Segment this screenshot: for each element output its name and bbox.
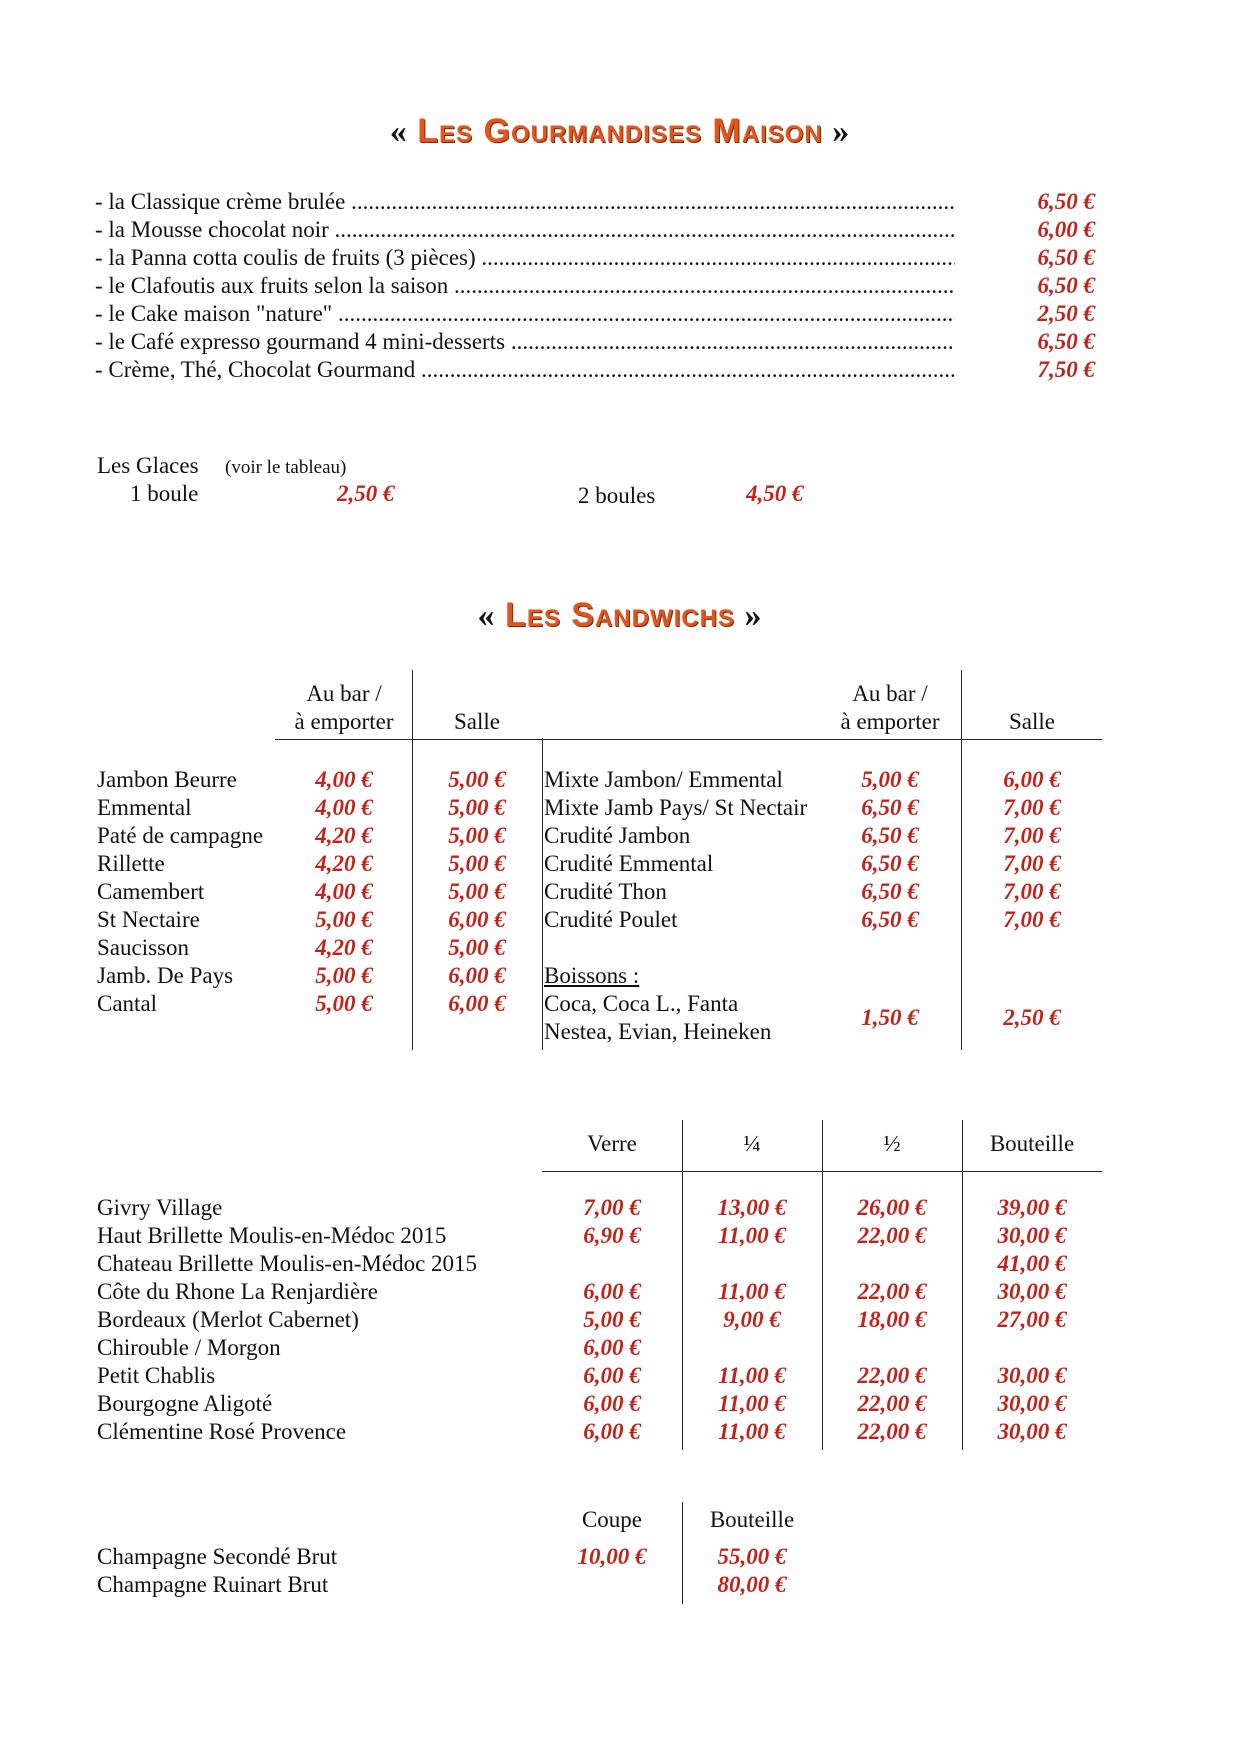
glaces-label: Les Glaces	[97, 453, 199, 478]
sandwich-header-salle: Salle	[454, 709, 500, 734]
dessert-label: - la Panna cotta coulis de fruits (3 pièces) .....	[95, 244, 955, 272]
sandwich-bar-price: 6,50 €	[861, 795, 919, 820]
sandwich-left-names	[97, 766, 263, 1018]
wine-name: Petit Chablis	[97, 1363, 216, 1388]
sandwichs-title-text: Les Sandwichs	[505, 596, 735, 634]
dessert-price: 6,50 €	[1037, 273, 1095, 298]
wine-quart-price	[682, 1250, 822, 1278]
sandwich-bar-price: 6,50 €	[861, 851, 919, 876]
wine-quart-price: 13,00 €	[717, 1195, 787, 1220]
dessert-label: - la Classique crème brulée .....	[95, 188, 955, 216]
sandwich-header-salle-right: Salle	[1009, 709, 1055, 734]
dessert-label: - le Café expresso gourmand 4 mini-desserts .....	[95, 328, 955, 356]
sandwich-salle-price: 7,00 €	[1003, 879, 1061, 904]
sandwich-bar-price: 6,50 €	[861, 879, 919, 904]
champagne-names	[97, 1543, 337, 1599]
sandwichs-title: « Les Sandwichs »	[477, 596, 763, 634]
dessert-item	[95, 244, 1095, 272]
wine-demi-prices	[822, 1194, 962, 1446]
sandwich-left-salle-prices	[413, 766, 541, 1018]
dessert-price: 7,50 €	[1037, 357, 1095, 382]
wine-quart-price: 11,00 €	[718, 1363, 786, 1388]
dessert-item	[95, 216, 1095, 244]
champagne-coupe-price	[542, 1571, 682, 1599]
champagne-coupe-price: 10,00 €	[577, 1544, 647, 1569]
sandwich-salle-price: 5,00 €	[448, 879, 506, 904]
champagne-name: Champagne Secondé Brut	[97, 1544, 338, 1569]
wine-verre-price: 7,00 €	[583, 1195, 641, 1220]
dessert-item	[95, 188, 1095, 216]
dessert-price: 6,50 €	[1037, 245, 1095, 270]
divider	[542, 1171, 1102, 1172]
sandwich-header-bar: Au bar / à emporter	[294, 681, 394, 734]
wine-name: Bordeaux (Merlot Cabernet)	[97, 1307, 359, 1332]
wine-name: Haut Brillette Moulis-en-Médoc 2015	[97, 1223, 447, 1248]
sandwich-bar-price: 6,50 €	[861, 907, 919, 932]
wine-bouteille-price: 39,00 €	[997, 1195, 1067, 1220]
dessert-item	[95, 356, 1095, 384]
wine-demi-price: 22,00 €	[857, 1363, 927, 1388]
wine-demi-price	[822, 1334, 962, 1362]
champagne-bouteille-price: 80,00 €	[717, 1572, 787, 1597]
sandwich-name: Paté de campagne	[97, 823, 264, 848]
sandwich-header-bar-right: Au bar / à emporter	[840, 681, 940, 734]
dessert-price: 6,50 €	[1037, 329, 1095, 354]
dessert-label: - Crème, Thé, Chocolat Gourmand .....	[95, 356, 955, 384]
wine-demi-price: 22,00 €	[857, 1391, 927, 1416]
wine-bouteille-price: 30,00 €	[997, 1363, 1067, 1388]
wine-verre-price	[542, 1250, 682, 1278]
boissons-line2: Nestea, Evian, Heineken	[544, 1019, 772, 1044]
wine-name: Bourgogne Aligoté	[97, 1391, 273, 1416]
sandwich-salle-price: 7,00 €	[1003, 851, 1061, 876]
sandwich-right-names	[544, 766, 819, 934]
wine-verre-price: 6,90 €	[583, 1223, 641, 1248]
wine-quart-price: 11,00 €	[718, 1391, 786, 1416]
sandwich-bar-price: 5,00 €	[315, 991, 373, 1016]
boissons-salle-price: 2,50 €	[1003, 1005, 1061, 1030]
sandwich-salle-price: 6,00 €	[1003, 767, 1061, 792]
glaces-two-label: 2 boules	[578, 483, 656, 508]
wine-verre-prices	[542, 1194, 682, 1446]
wine-verre-price: 6,00 €	[583, 1363, 641, 1388]
sandwich-salle-price: 5,00 €	[448, 795, 506, 820]
desserts-title: « Les Gourmandises Maison »	[389, 112, 851, 150]
dessert-label: - le Cake maison "nature" .....	[95, 300, 955, 328]
sandwich-salle-price: 5,00 €	[448, 767, 506, 792]
wine-verre-price: 6,00 €	[583, 1391, 641, 1416]
boissons-label: Boissons :	[544, 963, 640, 988]
glaces-one-label: 1 boule	[130, 481, 199, 506]
wine-verre-price: 6,00 €	[583, 1335, 641, 1360]
wine-demi-price: 22,00 €	[857, 1223, 927, 1248]
sandwich-name: Jamb. De Pays	[97, 963, 234, 988]
wine-demi-price: 22,00 €	[857, 1279, 927, 1304]
wine-bouteille-price: 30,00 €	[997, 1419, 1067, 1444]
dessert-price: 2,50 €	[1037, 301, 1095, 326]
glaces-note: (voir le tableau)	[225, 457, 347, 478]
wine-verre-price: 6,00 €	[583, 1279, 641, 1304]
sandwich-name: Crudité Poulet	[544, 907, 678, 932]
wine-bouteille-price: 30,00 €	[997, 1223, 1067, 1248]
champagne-header-bouteille: Bouteille	[709, 1507, 795, 1532]
wine-quart-price: 9,00 €	[723, 1307, 781, 1332]
sandwich-bar-price: 5,00 €	[315, 907, 373, 932]
champagne-header-coupe: Coupe	[581, 1507, 643, 1532]
glaces-one-price: 2,50 €	[337, 481, 395, 506]
wine-bouteille-price	[962, 1334, 1102, 1362]
sandwich-name: Emmental	[97, 795, 192, 820]
wine-names	[97, 1194, 477, 1446]
wine-quart-price: 11,00 €	[718, 1419, 786, 1444]
wine-header-quart: ¼	[743, 1131, 761, 1156]
wine-bouteille-price: 30,00 €	[997, 1279, 1067, 1304]
wine-bouteille-price: 30,00 €	[997, 1391, 1067, 1416]
wine-bouteille-price: 27,00 €	[997, 1307, 1067, 1332]
wine-verre-price: 6,00 €	[583, 1419, 641, 1444]
sandwich-salle-price: 7,00 €	[1003, 795, 1061, 820]
wine-demi-price: 26,00 €	[857, 1195, 927, 1220]
sandwich-bar-price: 4,20 €	[315, 851, 373, 876]
glaces-two-price: 4,50 €	[746, 481, 804, 506]
sandwich-name: Crudité Thon	[544, 879, 667, 904]
sandwich-name: Mixte Jambon/ Emmental	[544, 767, 783, 792]
boissons-line1: Coca, Coca L., Fanta	[544, 991, 739, 1016]
wine-verre-price: 5,00 €	[583, 1307, 641, 1332]
champagne-coupe-prices	[542, 1543, 682, 1599]
divider	[275, 739, 543, 740]
sandwich-salle-price: 5,00 €	[448, 935, 506, 960]
wine-demi-price: 22,00 €	[857, 1419, 927, 1444]
sandwich-name: St Nectaire	[97, 907, 200, 932]
sandwich-name: Crudité Emmental	[544, 851, 714, 876]
sandwich-name: Mixte Jamb Pays/ St Nectair	[544, 795, 808, 820]
sandwich-bar-price: 5,00 €	[315, 963, 373, 988]
sandwich-bar-price: 4,20 €	[315, 935, 373, 960]
divider	[542, 738, 543, 1050]
dessert-price: 6,50 €	[1037, 189, 1095, 214]
dessert-price: 6,00 €	[1037, 217, 1095, 242]
dessert-item	[95, 300, 1095, 328]
sandwich-bar-price: 4,00 €	[315, 879, 373, 904]
sandwich-name: Cantal	[97, 991, 158, 1016]
wine-demi-price: 18,00 €	[857, 1307, 927, 1332]
dessert-item	[95, 328, 1095, 356]
sandwich-bar-price: 4,00 €	[315, 767, 373, 792]
sandwich-bar-price: 4,20 €	[315, 823, 373, 848]
sandwich-bar-price: 4,00 €	[315, 795, 373, 820]
sandwich-name: Camembert	[97, 879, 205, 904]
divider	[542, 739, 1102, 740]
wine-bouteille-price: 41,00 €	[997, 1251, 1067, 1276]
wine-name: Chirouble / Morgon	[97, 1335, 281, 1360]
sandwich-salle-price: 7,00 €	[1003, 823, 1061, 848]
champagne-name: Champagne Ruinart Brut	[97, 1572, 329, 1597]
dessert-label: - le Clafoutis aux fruits selon la saison .....	[95, 272, 955, 300]
wine-name: Clémentine Rosé Provence	[97, 1419, 347, 1444]
sandwich-right-salle-prices	[962, 766, 1102, 934]
wine-header-bouteille: Bouteille	[989, 1131, 1075, 1156]
dessert-item	[95, 272, 1095, 300]
champagne-bouteille-price: 55,00 €	[717, 1544, 787, 1569]
wine-quart-price: 11,00 €	[718, 1279, 786, 1304]
sandwich-right-bar-prices	[820, 766, 960, 934]
wine-quart-price: 11,00 €	[718, 1223, 786, 1248]
sandwich-salle-price: 6,00 €	[448, 907, 506, 932]
desserts-title-text: Les Gourmandises Maison	[417, 112, 823, 150]
sandwich-salle-price: 7,00 €	[1003, 907, 1061, 932]
dessert-label: - la Mousse chocolat noir .....	[95, 216, 955, 244]
wine-header-verre: Verre	[587, 1131, 637, 1156]
champagne-bouteille-prices	[682, 1543, 822, 1599]
wine-bouteille-prices	[962, 1194, 1102, 1446]
sandwich-bar-price: 6,50 €	[861, 823, 919, 848]
sandwich-name: Saucisson	[97, 935, 189, 960]
boissons-bar-price: 1,50 €	[861, 1005, 919, 1030]
sandwich-left-bar-prices	[275, 766, 413, 1018]
wine-name: Chateau Brillette Moulis-en-Médoc 2015	[97, 1251, 478, 1276]
sandwich-name: Crudité Jambon	[544, 823, 691, 848]
wine-demi-price	[822, 1250, 962, 1278]
sandwich-salle-price: 5,00 €	[448, 823, 506, 848]
sandwich-bar-price: 5,00 €	[861, 767, 919, 792]
wine-quart-prices	[682, 1194, 822, 1446]
sandwich-salle-price: 5,00 €	[448, 851, 506, 876]
wine-name: Givry Village	[97, 1195, 223, 1220]
desserts-list	[95, 188, 1095, 384]
sandwich-name: Jambon Beurre	[97, 767, 237, 792]
wine-quart-price	[682, 1334, 822, 1362]
wine-header-demi: ½	[883, 1131, 901, 1156]
sandwich-salle-price: 6,00 €	[448, 963, 506, 988]
sandwich-name: Rillette	[97, 851, 165, 876]
sandwich-salle-price: 6,00 €	[448, 991, 506, 1016]
wine-name: Côte du Rhone La Renjardière	[97, 1279, 379, 1304]
